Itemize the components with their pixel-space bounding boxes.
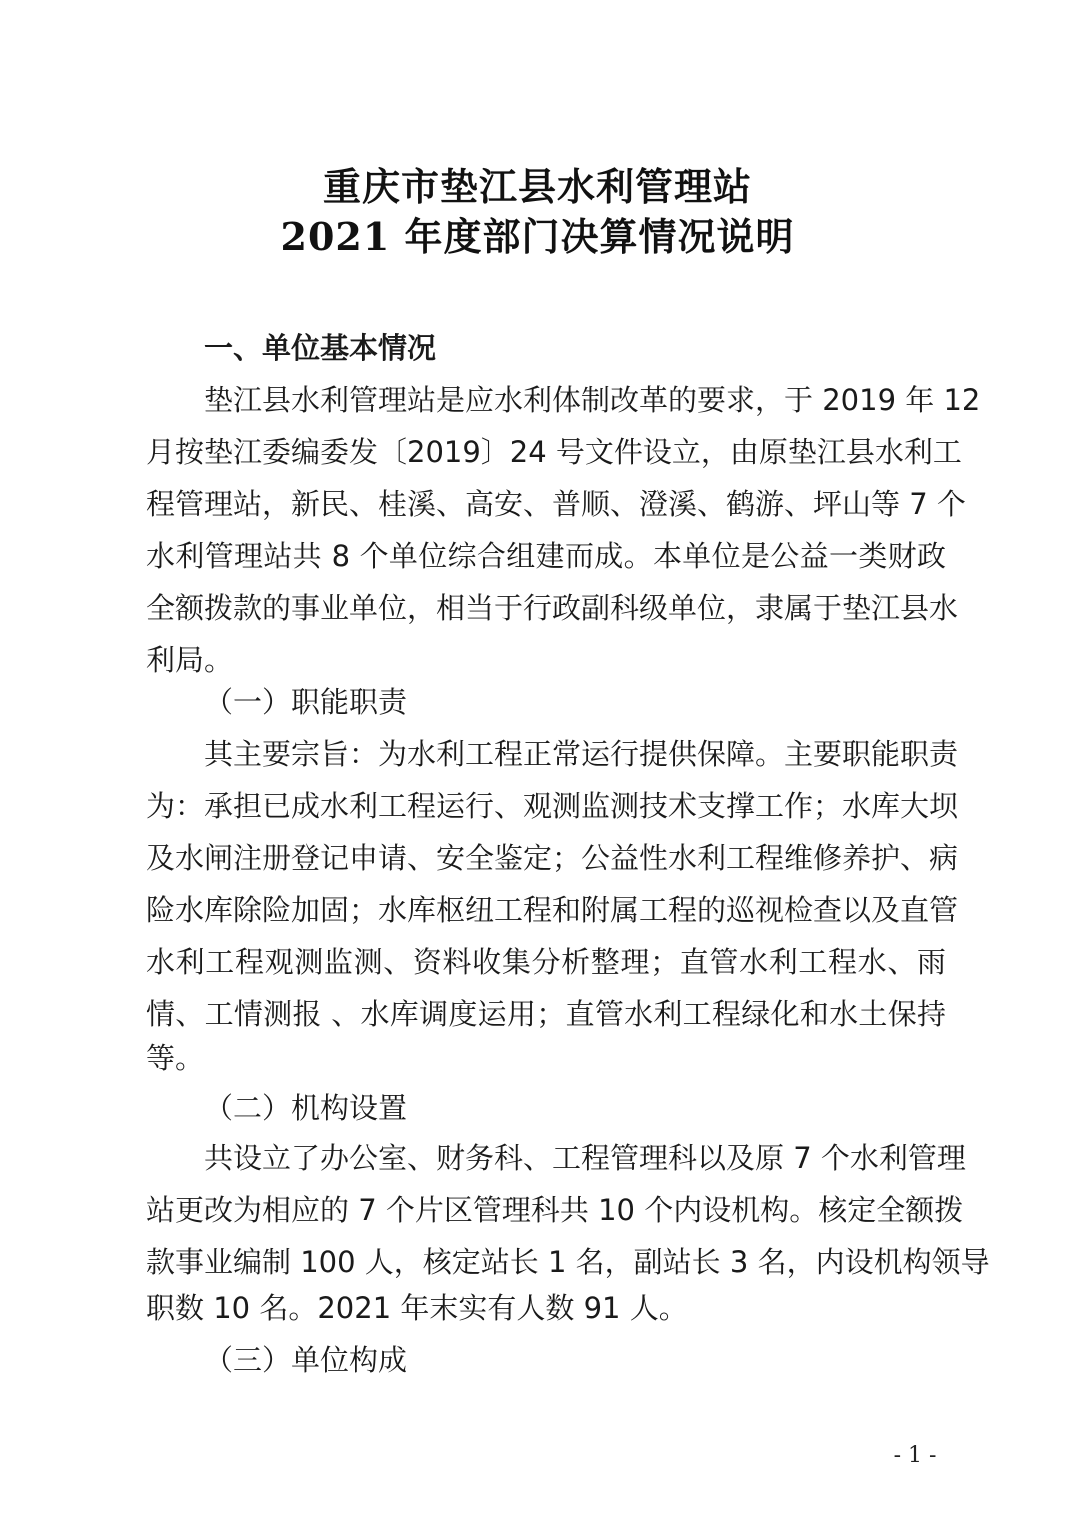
document-title-line-2: 2021 年度部门决算情况说明 bbox=[280, 214, 795, 259]
subsection-heading: （二）机构设置 bbox=[204, 1091, 408, 1125]
paragraph-line: 款事业编制 100 人，核定站长 1 名，副站长 3 名，内设机构领导 bbox=[146, 1245, 990, 1279]
paragraph-line: 共设立了办公室、财务科、工程管理科以及原 7 个水利管理 bbox=[204, 1141, 966, 1175]
page-number: - 1 - bbox=[893, 1443, 937, 1468]
paragraph-line: 水利管理站共 8 个单位综合组建而成。本单位是公益一类财政 bbox=[146, 539, 946, 573]
document-title-line-1: 重庆市垫江县水利管理站 bbox=[322, 164, 752, 209]
paragraph-line: 及水闸注册登记申请、安全鉴定；公益性水利工程维修养护、病 bbox=[146, 841, 959, 875]
paragraph-line: 为：承担已成水利工程运行、观测监测技术支撑工作；水库大坝 bbox=[146, 789, 959, 823]
paragraph-line: 月按垫江委编委发〔2019〕24 号文件设立，由原垫江县水利工 bbox=[146, 435, 962, 469]
paragraph-line: 站更改为相应的 7 个片区管理科共 10 个内设机构。核定全额拨 bbox=[146, 1193, 964, 1227]
paragraph-line: 险水库除险加固；水库枢纽工程和附属工程的巡视检查以及直管 bbox=[146, 893, 959, 927]
paragraph-line: 水利工程观测监测、资料收集分析整理；直管水利工程水、雨 bbox=[146, 945, 946, 979]
subsection-heading: （一）职能职责 bbox=[204, 685, 408, 719]
section-heading: 一、单位基本情况 bbox=[204, 331, 437, 365]
paragraph-line: 垫江县水利管理站是应水利体制改革的要求，于 2019 年 12 bbox=[204, 383, 981, 417]
paragraph-line: 程管理站，新民、桂溪、高安、普顺、澄溪、鹤游、坪山等 7 个 bbox=[146, 487, 966, 521]
subsection-heading: （三）单位构成 bbox=[204, 1343, 408, 1377]
paragraph-line: 全额拨款的事业单位，相当于行政副科级单位，隶属于垫江县水 bbox=[146, 591, 959, 625]
paragraph-line: 职数 10 名。2021 年末实有人数 91 人。 bbox=[146, 1291, 688, 1325]
paragraph-line: 等。 bbox=[146, 1041, 205, 1075]
paragraph-line: 情、工情测报 、水库调度运用；直管水利工程绿化和水土保持 bbox=[146, 997, 946, 1031]
paragraph-line: 利局。 bbox=[146, 643, 234, 677]
paragraph-line: 其主要宗旨：为水利工程正常运行提供保障。主要职能职责 bbox=[204, 737, 959, 771]
